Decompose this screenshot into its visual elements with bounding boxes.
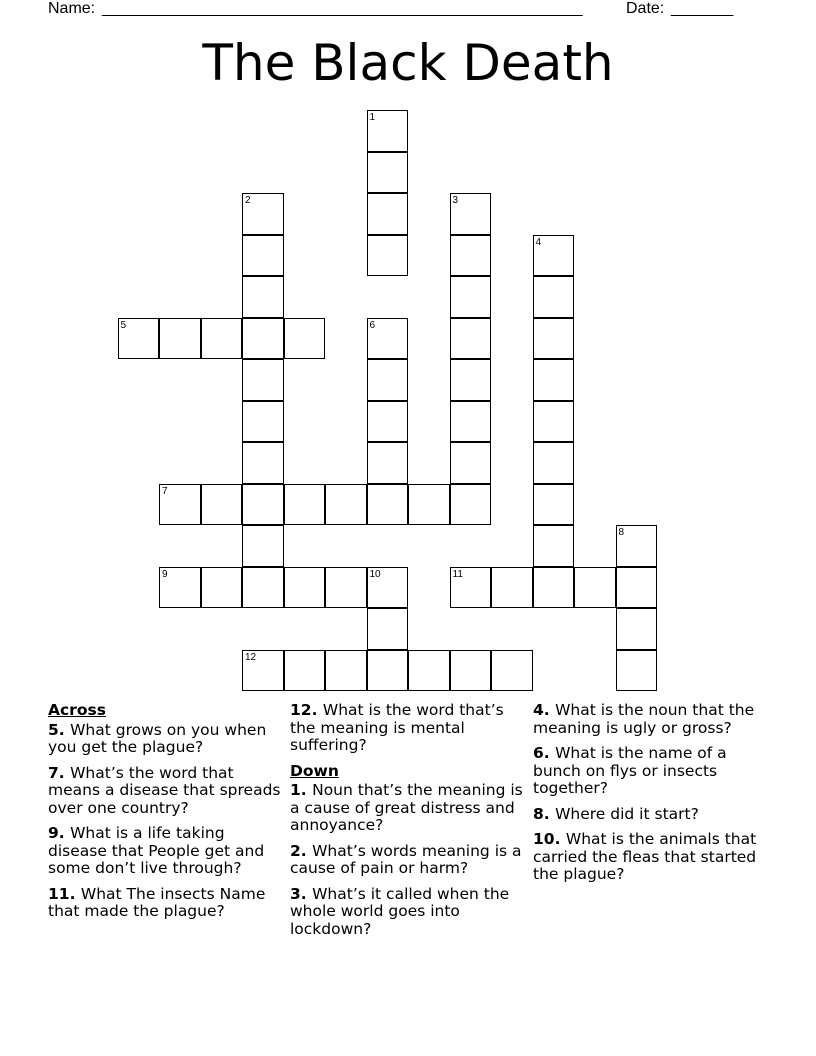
grid-cell[interactable] <box>159 567 201 609</box>
clue-number: 7 <box>48 763 59 782</box>
grid-cell[interactable] <box>450 484 492 526</box>
grid-cell[interactable] <box>616 650 658 692</box>
grid-cell[interactable] <box>159 318 201 360</box>
grid-cell[interactable] <box>367 650 409 692</box>
clue-number: 6 <box>369 319 376 331</box>
grid-cell[interactable] <box>408 484 450 526</box>
grid-cell[interactable] <box>118 318 160 360</box>
clue-number: 5 <box>120 319 127 331</box>
grid-cell[interactable] <box>242 193 284 235</box>
clue-text: What’s it called when the whole world goes into lockdown? <box>290 884 510 938</box>
grid-cell[interactable] <box>616 567 658 609</box>
grid-cell[interactable] <box>367 110 409 152</box>
clue-number: 9 <box>48 824 59 842</box>
clue-text: What’s the word that means a disease that spreads over one country? <box>48 763 281 817</box>
clue-number: 11 <box>48 884 70 903</box>
clue: 4. What is the noun that the meaning is ugly or gross? <box>533 701 755 737</box>
clue: 10. What is the animals that carried the fleas that started the plague? <box>533 830 757 883</box>
grid-cell[interactable] <box>616 608 658 650</box>
grid-cell[interactable] <box>242 567 284 609</box>
grid-cell[interactable] <box>408 650 450 692</box>
grid-cell[interactable] <box>533 359 575 401</box>
grid-cell[interactable] <box>450 276 492 318</box>
grid-cell[interactable] <box>325 484 367 526</box>
clue-number: 3 <box>452 195 459 206</box>
grid-cell[interactable] <box>325 650 367 692</box>
grid-cell[interactable] <box>242 525 284 567</box>
clue-text: What is a life taking disease that People get and some don’t live through? <box>48 824 265 877</box>
grid-cell[interactable] <box>367 359 409 401</box>
clue-text: What The insects Name that made the plague? <box>48 884 266 920</box>
clue-number: 8 <box>618 527 625 538</box>
clue-number: 8 <box>533 804 544 823</box>
grid-cell[interactable] <box>491 567 533 609</box>
clue-number: 2 <box>290 841 301 860</box>
grid-cell[interactable] <box>533 442 575 484</box>
clue-number: 2 <box>245 195 251 206</box>
grid-cell[interactable] <box>450 318 492 360</box>
grid-cell[interactable] <box>450 401 492 443</box>
clue-text: What is the animals that carried the fleas that started the plague? <box>533 830 757 883</box>
clue-column-1 <box>48 702 284 929</box>
grid-cell[interactable] <box>450 442 492 484</box>
clue-number: 5 <box>48 720 59 739</box>
clue: 5. What grows on you when you get the plague? <box>48 720 267 756</box>
grid-cell[interactable] <box>450 193 492 235</box>
clue-number: 4 <box>533 701 544 719</box>
grid-cell[interactable] <box>201 567 243 609</box>
grid-cell[interactable] <box>450 567 492 609</box>
clue: 2. What’s words meaning is a cause of pain or harm? <box>290 841 522 877</box>
clue-number: 6 <box>533 744 544 762</box>
grid-cell[interactable] <box>533 567 575 609</box>
page-title: The Black Death <box>202 34 614 92</box>
grid-cell[interactable] <box>242 359 284 401</box>
grid-cell[interactable] <box>201 484 243 526</box>
grid-cell[interactable] <box>284 650 326 692</box>
grid-cell[interactable] <box>533 276 575 318</box>
grid-cell[interactable] <box>367 193 409 235</box>
date-label: Date: <box>626 0 665 17</box>
clue-text: Where did it start? <box>555 804 699 823</box>
clue-number: 12 <box>245 651 257 663</box>
grid-cell[interactable] <box>325 567 367 609</box>
grid-cell[interactable] <box>367 442 409 484</box>
section-heading-down: Down <box>290 761 339 780</box>
grid-cell[interactable] <box>450 359 492 401</box>
clue-text: What is the name of a bunch on flys or insects together? <box>533 744 727 797</box>
grid-cell[interactable] <box>159 484 201 526</box>
grid-cell[interactable] <box>533 318 575 360</box>
clue: 3. What’s it called when the whole world goes into lockdown? <box>290 884 510 938</box>
clue-column-3 <box>533 702 769 892</box>
grid-cell[interactable] <box>450 650 492 692</box>
clue-number: 10 <box>533 830 555 848</box>
grid-cell[interactable] <box>367 318 409 360</box>
grid-cell[interactable] <box>242 276 284 318</box>
grid-cell[interactable] <box>367 484 409 526</box>
grid-cell[interactable] <box>616 525 658 567</box>
grid-cell[interactable] <box>533 235 575 277</box>
clue-number: 1 <box>369 112 376 123</box>
clue: 12. What is the word that’s the meaning is mental suffering? <box>290 701 504 754</box>
clue-number: 7 <box>162 485 168 497</box>
clue-column-2 <box>290 702 526 946</box>
grid-cell[interactable] <box>242 650 284 692</box>
grid-cell[interactable] <box>367 401 409 443</box>
grid-cell[interactable] <box>284 318 326 360</box>
clue: 11. What The insects Name that made the plague? <box>48 884 266 920</box>
clue: 6. What is the name of a bunch on flys or insects together? <box>533 744 727 797</box>
grid-cell[interactable] <box>491 650 533 692</box>
section-heading-across: Across <box>48 701 106 719</box>
clue: 7. What’s the word that means a disease that spreads over one country? <box>48 763 281 817</box>
clue: 8. Where did it start? <box>533 804 699 823</box>
clue: 9. What is a life taking disease that People get and some don’t live through? <box>48 824 265 877</box>
clue-number: 10 <box>369 568 381 580</box>
grid-cell[interactable] <box>242 401 284 443</box>
grid-cell[interactable] <box>201 318 243 360</box>
grid-cell[interactable] <box>367 235 409 277</box>
grid-cell[interactable] <box>242 318 284 360</box>
clue-text: What’s words meaning is a cause of pain or harm? <box>290 841 522 877</box>
name-label: Name: <box>48 0 96 17</box>
clue-number: 9 <box>162 568 168 580</box>
grid-cell[interactable] <box>242 235 284 277</box>
clue-number: 11 <box>452 568 463 580</box>
grid-cell[interactable] <box>450 235 492 277</box>
clue-number: 3 <box>290 884 301 903</box>
grid-cell[interactable] <box>367 567 409 609</box>
clue-number: 4 <box>535 236 542 248</box>
clue-text: What is the noun that the meaning is ugly or gross? <box>533 701 755 737</box>
grid-cell[interactable] <box>242 484 284 526</box>
grid-cell[interactable] <box>284 567 326 609</box>
clue-number: 1 <box>290 781 301 799</box>
clue-text: What grows on you when you get the plague? <box>48 720 267 756</box>
grid-cell[interactable] <box>284 484 326 526</box>
grid-cell[interactable] <box>533 525 575 567</box>
grid-cell[interactable] <box>367 152 409 194</box>
grid-cell[interactable] <box>574 567 616 609</box>
clue-text: What is the word that’s the meaning is mental suffering? <box>290 701 504 754</box>
grid-cell[interactable] <box>242 442 284 484</box>
grid-cell[interactable] <box>533 401 575 443</box>
clue: 1. Noun that’s the meaning is a cause of great distress and annoyance? <box>290 781 523 834</box>
clue-text: Noun that’s the meaning is a cause of great distress and annoyance? <box>290 781 523 834</box>
grid-cell[interactable] <box>533 484 575 526</box>
clue-number: 12 <box>290 701 312 719</box>
name-line[interactable]: ______________________________________________________ <box>102 0 583 17</box>
grid-cell[interactable] <box>367 608 409 650</box>
date-line[interactable]: _______ <box>671 0 734 17</box>
